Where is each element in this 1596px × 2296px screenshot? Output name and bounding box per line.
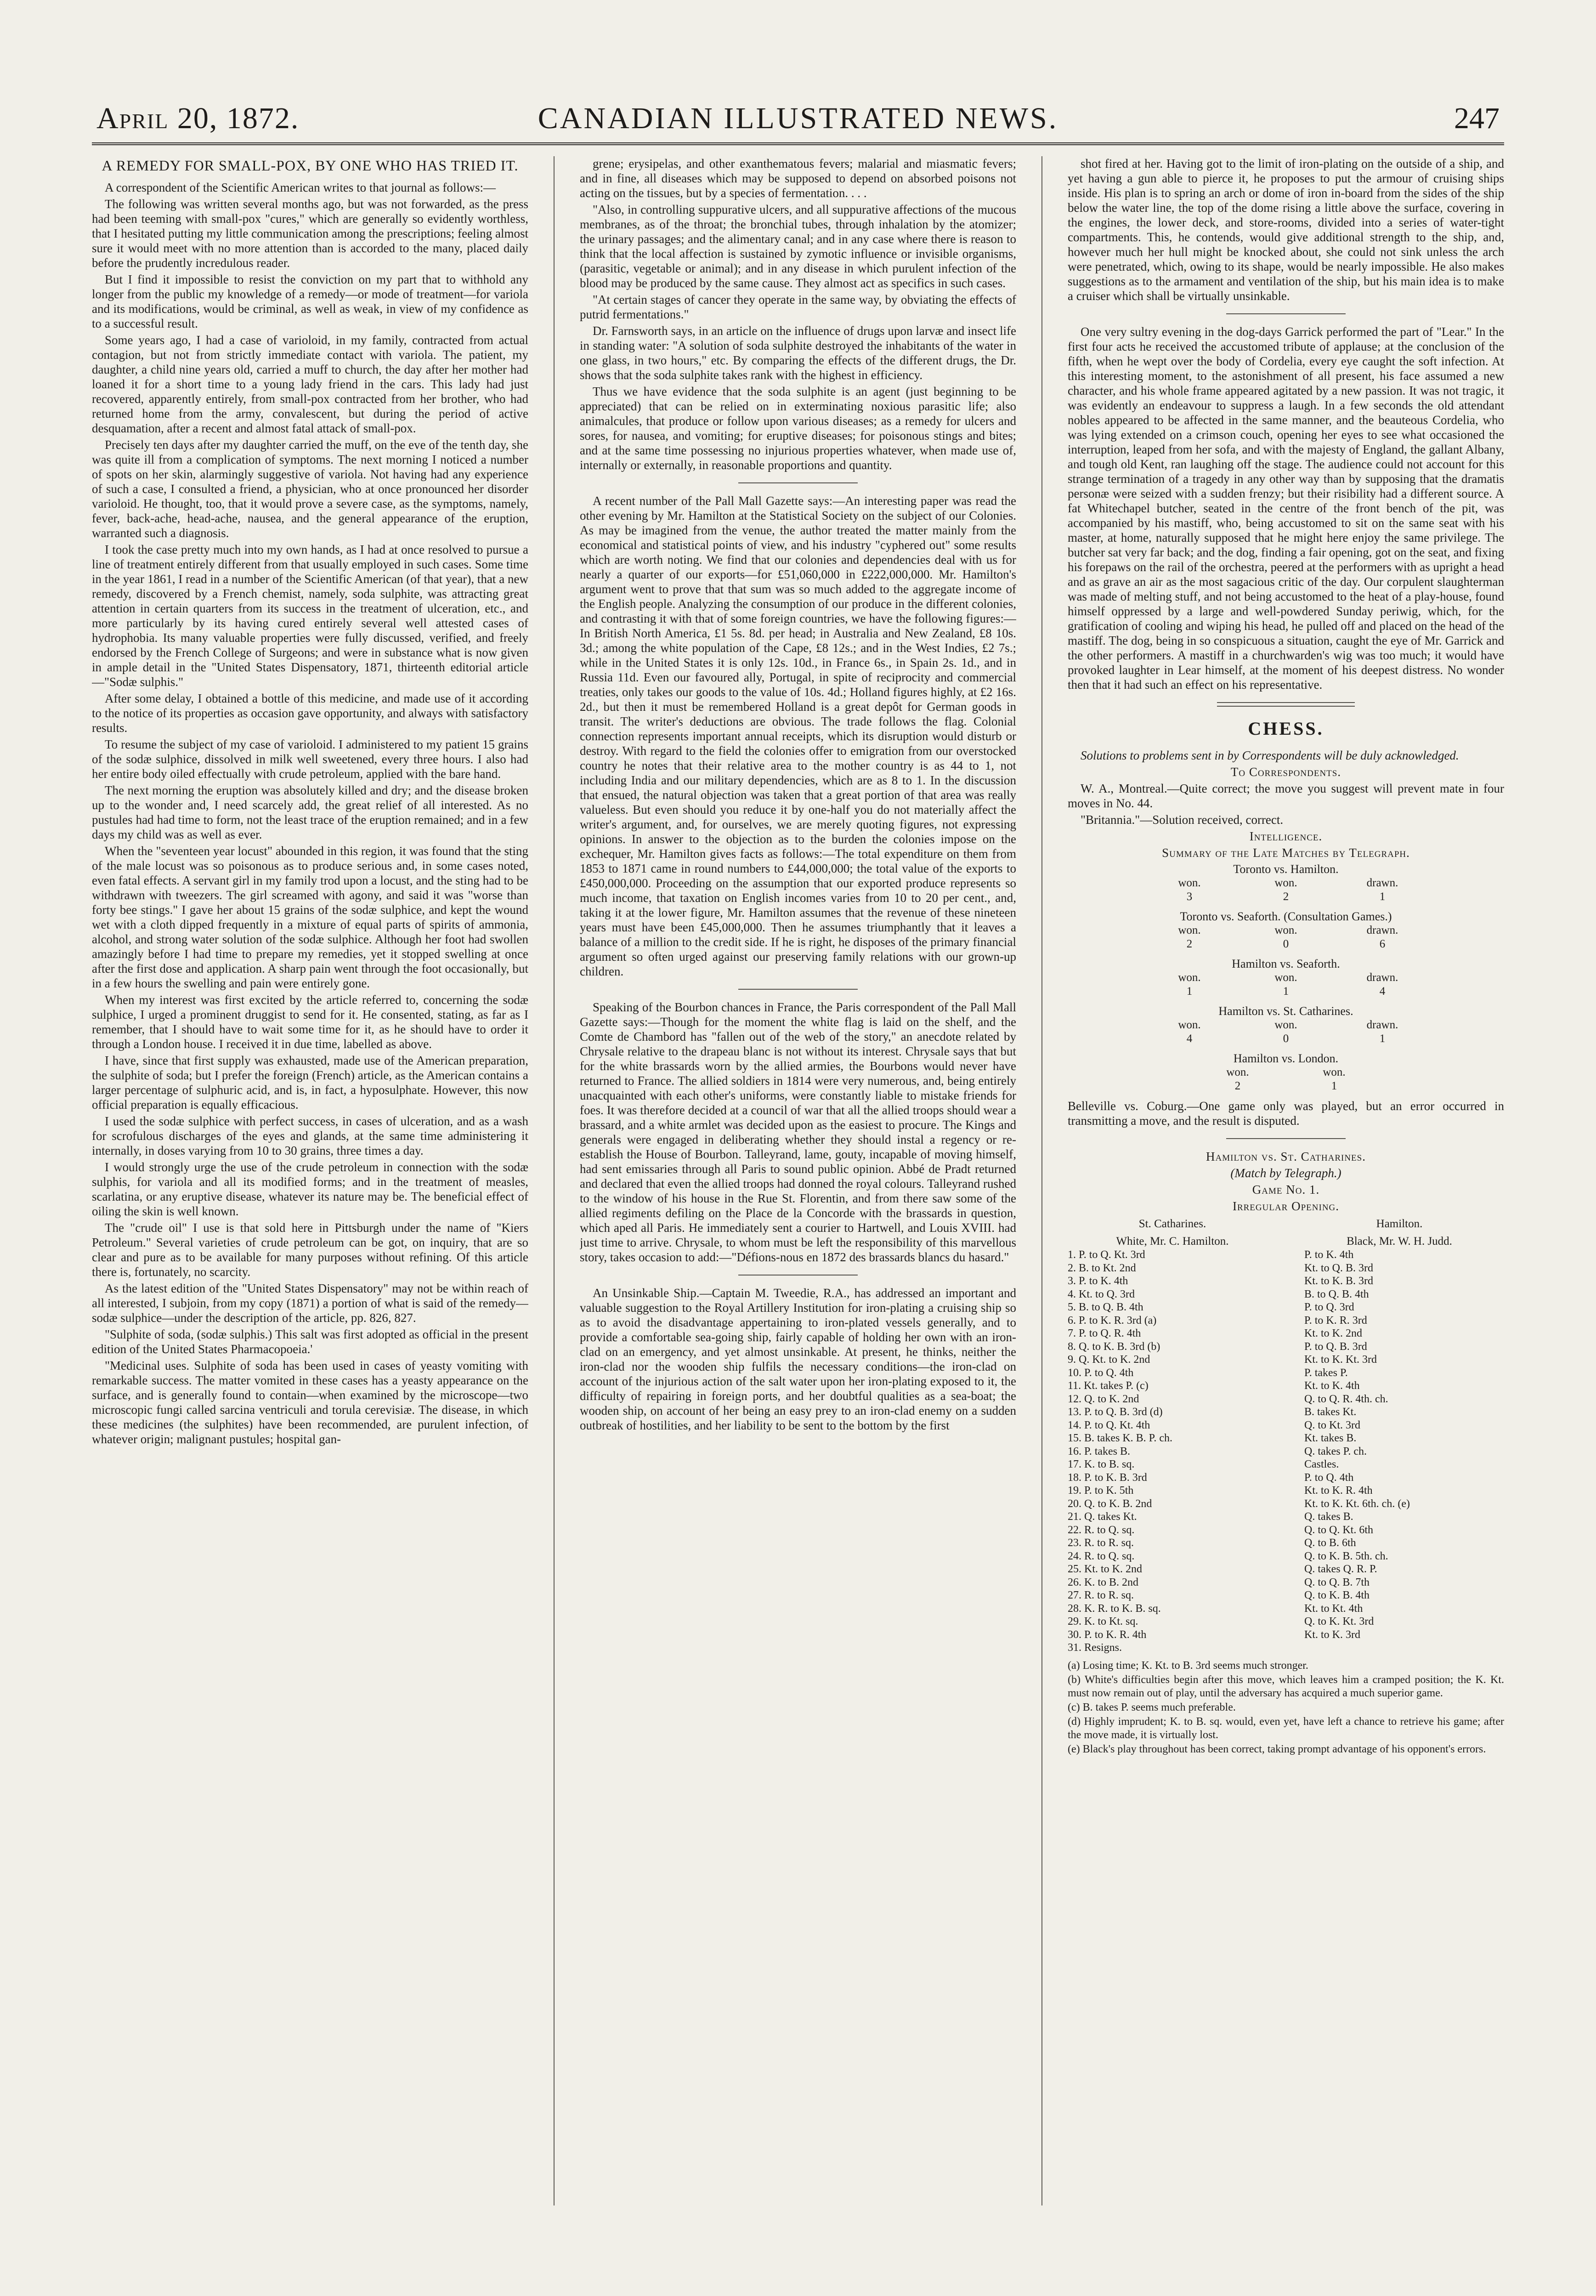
- column-rule: [1041, 156, 1042, 2205]
- paragraph: shot fired at her. Having got to the limit of iron-plating on the outside of a ship, and yet having a gun able to pierce it, he proposes to put the armour of cruising ships inside. His plan is to spring an arch or dome of iron in-board from the sides of the ship below the water line, the top of the dome rising a little above the surface, covering in the engines, the lower deck, and store-rooms, divided into a series of water-tight compartments. This, he contends, would give additional strength to the ship, and, however much her hull might be knocked about, she could not sink unless the arch were penetrated, which, owing to its shape, would be nearly impossible. He also makes suggestions as to the armament and ventilation of the ship, but his main idea is to make a cruiser which shall be virtually unsinkable.: [1068, 157, 1504, 303]
- page-number: 247: [1454, 102, 1500, 135]
- black-move: P. to Q. 4th: [1304, 1471, 1354, 1484]
- white-move: 19. P. to K. 5th: [1068, 1485, 1134, 1497]
- match-scores: [1068, 890, 1504, 904]
- white-move: 30. P. to K. R. 4th: [1068, 1628, 1147, 1641]
- move-row: [1068, 1288, 1504, 1301]
- paragraph: The next morning the eruption was absolutely killed and dry; and the disease broken up to the wonder and, I need scarcely add, the great relief of all interested. As no pustules had had time to form, not the least trace of the eruption remained; and in a few days my child was as well as ever.: [92, 783, 528, 841]
- paragraph: "Also, in controlling suppurative ulcers, and all suppurative affections of the mucous membranes, as of the throat; the bronchial tubes, through inhalation by the atomizer; the urinary passages; and the alimentary canal; and in any case where there is reason to think that the local affection is sustained by zymotic influence or invisible organisms, (parasitic, vegetable or animal); and in any disease in which purulent infection of the blood may be produced by the same cause. They almost act as specifics in such cases.: [580, 203, 1016, 290]
- black-move: Kt. to K. B. 3rd: [1304, 1275, 1373, 1287]
- paragraph: I used the sodæ sulphice with perfect success, in cases of ulceration, and as a wash for scrofulous discharges of the eyes and glands, at the same time administering it internally, in doses varying from 10 to 30 grains, three times a day.: [92, 1114, 528, 1157]
- black-player: Black, Mr. W. H. Judd.: [1347, 1235, 1452, 1247]
- match-label: won.: [1274, 877, 1297, 889]
- match-label: drawn.: [1366, 1019, 1398, 1031]
- match-score: 0: [1283, 938, 1289, 950]
- move-row: [1068, 1432, 1504, 1445]
- paragraph: One very sultry evening in the dog-days Garrick performed the part of "Lear." In the first four acts he received the accustomed tribute of applause; at the conclusion of the fifth, when he wept over the body of Cordelia, every eye caught the soft infection. At this interesting moment, to the astonishment of all present, his face assumed a new character, and his whole frame appeared agitated by a new passion. It was not tragic, it was evidently an endeavour to suppress a laugh. In a few seconds the old attendant nobles appeared to be affected in the same manner, and the beauteous Cordelia, who was lying extended on a crimson couch, opening her eyes to see what occasioned the interruption, leaped from her sofa, and with the majesty of England, the gallant Albany, and tough old Kent, ran laughing off the stage. The audience could not account for this strange termination of a tragedy in any other way than by supposing that the dramatis personæ were seized with a sudden frenzy; but their risibility had a different source. A fat Whitechapel butcher, seated in the centre of the front bench of the pit, was accompanied by his mastiff, who, being accustomed to sit on the same seat with his master, at home, naturally supposed that he might here enjoy the same privilege. The butcher sat very far back; and the dog, finding a fair opening, got on the seat, and fixing his forepaws on the rail of the orchestra, peered at the performers with as upright a head and as grave an air as the most sagacious critic of the day. Our corpulent slaughterman was made of melting stuff, and not being accustomed to the heat of a play-house, found himself oppressed by a large and well-powdered Sunday periwig, which, for the gratification of cooling and wiping his head, he pulled off and placed on the head of the mastiff. The dog, being in so conspicuous a situation, caught the eye of Mr. Garrick and the other performers. A mastiff in a churchwarden's wig was too much; it would have provoked laughter in Lear himself, at the moment of his deepest distress. No wonder then that it had such an effect on his representative.: [1068, 325, 1504, 692]
- match-score: 1: [1186, 985, 1193, 998]
- move-row: [1068, 1576, 1504, 1589]
- match-scores: [1068, 1032, 1504, 1046]
- white-move: 12. Q. to K. 2nd: [1068, 1393, 1139, 1405]
- match-labels: [1068, 876, 1504, 890]
- white-move: 17. K. to B. sq.: [1068, 1458, 1135, 1470]
- black-move: [1286, 1641, 1504, 1655]
- black-move: Q. to K. Kt. 3rd: [1304, 1616, 1374, 1627]
- black-move: Kt. to K. 3rd: [1304, 1628, 1360, 1641]
- article-body: [92, 180, 528, 1446]
- black-move: Kt. to K. Kt. 6th. ch. (e): [1304, 1497, 1410, 1510]
- match-label: won.: [1274, 971, 1297, 984]
- column-2: [580, 156, 1016, 2205]
- footnote: (c) B. takes P. seems much preferable.: [1068, 1701, 1236, 1713]
- section-divider: [1226, 313, 1346, 314]
- black-move: P. to K. R. 3rd: [1304, 1314, 1367, 1327]
- white-city: St. Catharines.: [1138, 1218, 1206, 1230]
- move-row: [1068, 1641, 1504, 1655]
- move-row: [1068, 1366, 1504, 1380]
- move-row: [1068, 1379, 1504, 1393]
- match-label: won.: [1178, 924, 1201, 936]
- paragraph: A recent number of the Pall Mall Gazette says:—An interesting paper was read the other evening by Mr. Hamilton at the Statistical Society on the subject of our Colonies. As may be imagined from the venue, the author treated the matter mainly from the economical and statistical points of view, and his industry "cyphered out" some results which are worth noting. We find that our colonies and dependencies deal with us for nearly a quarter of our exports—for £51,060,000 in £222,000,000. Mr. Hamilton's argument went to prove that that sum was so much added to the aggregate income of the English people. Analyzing the consumption of our produce in the different colonies, and contrasting it with that of some foreign countries, we have the following figures:—In British North America, £1 5s. 8d. per head; in Australia and New Zealand, £8 10s. 3d.; among the white population of the Cape, £8 12s.; and in the West Indies, £2 7s.; while in the United States it is only 12s. 10d., in France 6s., in Spain 2s. 1d., and in Russia 11d. Even our favoured ally, Portugal, in spite of reciprocity and commercial treaties, only takes our goods to the value of 10s. 4d.; Holland figures highly, at £2 16s. 2d., but then it must be remembered Holland is a great depôt for German goods in transit. The writer's deductions are obvious. The trade follows the flag. Colonial connection represents important annual receipts, which its disruption would disturb or destroy. With regard to the field the colonies offer to emigration from our overstocked country he notes that their relative area to the mother country is as 44 to 1, not including India and our military dependencies, which are as 8 to 1. In the discussion that ensued, the natural objection was taken that a great portion of that area was really valueless. But even should you reduce it by one-half you do not materially affect the writer's argument, and, for ourselves, we are merely quoting figures, not expressing opinions. In answer to the objection as to the burden the colonies impose on the exchequer, Mr. Hamilton gives facts as follows:—The total expenditure on them from 1853 to 1871 came in round numbers to £44,000,000; the total value of the exports to £450,000,000. Proceeding on the assumption that our exported produce represents so much income, that taxation on English incomes varies from 10 to 20 per cent., and, taking it at the lower figure, Mr. Hamilton assumes that the revenue of these nineteen years must have been £45,000,000. Then he assumes triumphantly that it leaves a balance of a million to the credit side. If he is right, he disposes of the primary financial argument so often urged against our preserving family relations with our grown-up children.: [580, 494, 1016, 978]
- black-move: Q. takes Q. R. P.: [1304, 1563, 1377, 1575]
- white-move: 22. R. to Q. sq.: [1068, 1524, 1135, 1536]
- move-row: [1068, 1393, 1504, 1406]
- move-row: [1068, 1353, 1504, 1366]
- match-score: 2: [1283, 890, 1289, 903]
- column-1: [92, 156, 528, 2205]
- paragraph: When my interest was first excited by the article referred to, concerning the sodæ sulphice, I urged a prominent druggist to send for it. He consented, stating, as far as I remember, that I should have to wait some time for it, as he should have to order it through a London house. I received it in due time, labelled as above.: [92, 993, 528, 1051]
- black-move: Kt. to Kt. 4th: [1304, 1602, 1363, 1615]
- move-row: [1068, 1524, 1504, 1537]
- match-score: 1: [1283, 985, 1289, 998]
- white-move: 6. P. to K. R. 3rd (a): [1068, 1314, 1157, 1327]
- white-player: White, Mr. C. Hamilton.: [1116, 1235, 1229, 1247]
- black-move: Kt. to K. 2nd: [1304, 1327, 1362, 1339]
- black-move: Castles.: [1304, 1458, 1339, 1470]
- white-move: 20. Q. to K. B. 2nd: [1068, 1497, 1152, 1510]
- match-title: Hamilton vs. London.: [1233, 1052, 1339, 1065]
- match-labels: [1068, 924, 1504, 937]
- move-row: [1068, 1275, 1504, 1288]
- move-row: [1068, 1419, 1504, 1432]
- match-score: 4: [1379, 985, 1386, 998]
- footnote: (d) Highly imprudent; K. to B. sq. would, even yet, have left a chance to retrieve his game; after the move made, it is virtually lost.: [1068, 1715, 1504, 1741]
- belleville-note: Belleville vs. Coburg.—One game only was played, but an error occurred in transmitting a move, and the result is disputed.: [1068, 1099, 1504, 1128]
- game-number: Game No. 1.: [1252, 1183, 1320, 1196]
- black-move: Q. to Q. R. 4th. ch.: [1304, 1393, 1388, 1405]
- correspondents-heading: To Correspondents.: [1230, 765, 1341, 779]
- move-row: [1068, 1340, 1504, 1354]
- match-label: won.: [1178, 1019, 1201, 1031]
- white-move: 1. P. to Q. Kt. 3rd: [1068, 1249, 1145, 1261]
- footnote: (e) Black's play throughout has been correct, taking prompt advantage of his opponent's errors.: [1068, 1743, 1486, 1755]
- article-body: [580, 156, 1016, 472]
- move-row: [1068, 1314, 1504, 1327]
- match-score: 1: [1379, 890, 1386, 903]
- footnote: (a) Losing time; K. Kt. to B. 3rd seems much stronger.: [1068, 1659, 1308, 1672]
- white-move: 3. P. to K. 4th: [1068, 1275, 1128, 1287]
- black-move: Q. takes B.: [1304, 1511, 1353, 1523]
- white-move: 31. Resigns.: [1068, 1642, 1122, 1654]
- white-move: 29. K. to Kt. sq.: [1068, 1616, 1138, 1627]
- paragraph: When the "seventeen year locust" abounded in this region, it was found that the sting of the male locust was so poisonous as to produce serious and, in some cases noted, even fatal effects. A servant girl in my family trod upon a locust, and the sting had to be withdrawn with tweezers. The girl screamed with agony, and said it was "worse than forty bee stings." I gave her about 15 grains of the sodæ sulphice, and kept the wound wet with a cloth dipped frequently in a mixture of equal parts of spirits of ammonia, alcohol, and strong water solution of the sodæ sulphice. Although her foot had swollen amazingly before I had time to prepare my remedies, yet it stopped swelling at once after the first dose and application. A sharp pain went through the foot occasionally, but in a few hours the swelling and pain were entirely gone.: [92, 844, 528, 990]
- white-move: 10. P. to Q. 4th: [1068, 1366, 1134, 1379]
- move-row: [1068, 1484, 1504, 1497]
- black-move: Kt. to K. R. 4th: [1304, 1485, 1373, 1497]
- intelligence-heading: Intelligence.: [1249, 829, 1323, 843]
- match-scores: [1068, 985, 1504, 998]
- match-label: drawn.: [1366, 924, 1398, 936]
- white-move: 15. B. takes K. B. P. ch.: [1068, 1432, 1172, 1444]
- white-move: 13. P. to Q. B. 3rd (d): [1068, 1406, 1163, 1418]
- publication-title: CANADIAN ILLUSTRATED NEWS.: [538, 102, 1058, 135]
- white-move: 9. Q. Kt. to K. 2nd: [1068, 1354, 1150, 1366]
- game-title: Hamilton vs. St. Catharines.: [1206, 1150, 1366, 1163]
- match-scores: [1068, 1079, 1504, 1093]
- match-labels: [1068, 1066, 1504, 1079]
- paragraph: But I find it impossible to resist the conviction on my part that to withhold any longer from the public my knowledge of a remedy—or mode of treatment—for variola and its modifications, would be criminal, as well as weak, in view of my confidence as to a successful result.: [92, 272, 528, 330]
- match-score: 6: [1379, 938, 1386, 950]
- match-score: 1: [1331, 1080, 1337, 1092]
- black-move: Kt. to K. 4th: [1304, 1380, 1360, 1392]
- match-result: [1068, 1004, 1504, 1046]
- paragraph: I took the case pretty much into my own hands, as I had at once resolved to pursue a line of treatment entirely different from that usually employed in such cases. Some time in the year 1861, I read in a number of the Scientific American (of that year), that a new remedy, discovered by a French chemist, namely, soda sulphite, was attracting great attention in certain quarters from its success in the treatment of ulceration, etc., and more particularly by its having cured entirely several well attested cases of hydrophobia. Its many valuable properties were fully discussed, verified, and freely endorsed by the French College of Surgeons; and were in substance what is now given in ample detail in the "United States Dispensatory, 1871, thirteenth editorial article—"Sodæ sulphis.": [92, 543, 528, 689]
- paragraph: Speaking of the Bourbon chances in France, the Paris correspondent of the Pall Mall Gazette says:—Though for the moment the white flag is laid on the shelf, and the Comte de Chambord has "fallen out of the web of the story," an anecdote related by Chrysale relative to the drapeau blanc is not without its interest. Chrysale says that but for the white brassards worn by the allied armies, the Bourbons would never have returned to France. The allied soldiers in 1814 were very numerous, and, being entirely unacquainted with each other's uniforms, were constantly liable to mistake friends for foes. It was therefore decided at a council of war that all the allied troops should wear a brassard, and a white armlet was decided upon as the easiest to procure. The Kings and generals were engaged in deliberating whether they should instal a regency or re-establish the House of Bourbon. Talleyrand, lame, gouty, incapable of moving himself, had sent emissaries through all Paris to sound public opinion. Abbé de Pradt returned and declared that even the allied troops had donned the royal colours. Talleyrand rushed to the window of his house in the Rue St. Florentin, and from there saw some of the allied regiments defiling on the Place de la Concorde with the brassards in question, which aped all Paris. He immediately sent a courier to Hartwell, and Louis XVIII. had just time to arrive. Chrysale, to whom must be left the responsibility of this marvellous story, takes occasion to add:—"Défions-nous en 1872 des brassards blancs du hasard.": [580, 1000, 1016, 1264]
- article-body: [580, 493, 1016, 979]
- move-row: [1068, 1628, 1504, 1642]
- move-row: [1068, 1536, 1504, 1550]
- white-move: 7. P. to Q. R. 4th: [1068, 1327, 1141, 1339]
- match-title: Toronto vs. Seaforth. (Consultation Games.): [1180, 910, 1392, 923]
- move-row: [1068, 1327, 1504, 1340]
- match-results: [1068, 862, 1504, 1093]
- match-score: 1: [1379, 1032, 1386, 1045]
- paragraph: I have, since that first supply was exhausted, made use of the American preparation, the sulphite of soda; but I prefer the foreign (French) article, as the American contains a larger percentage of sulphuric acid, and is, in fact, a hyposulphate. However, this now official preparation is equally efficacious.: [92, 1054, 528, 1111]
- match-score: 2: [1234, 1080, 1241, 1092]
- move-row: [1068, 1248, 1504, 1262]
- article-headline: A REMEDY FOR SMALL-POX, BY ONE WHO HAS TRIED IT.: [102, 157, 519, 174]
- black-move: Kt. to K. Kt. 3rd: [1304, 1354, 1377, 1366]
- move-row: [1068, 1589, 1504, 1602]
- game-subtitle: (Match by Telegraph.): [1230, 1166, 1341, 1180]
- white-move: 23. R. to R. sq.: [1068, 1537, 1134, 1549]
- black-move: B. takes Kt.: [1304, 1406, 1357, 1418]
- match-score: 3: [1186, 890, 1193, 903]
- chess-heading: CHESS.: [1248, 718, 1324, 739]
- move-row: [1068, 1262, 1504, 1275]
- paragraph: Precisely ten days after my daughter carried the muff, on the eve of the tenth day, she was quite ill from a complication of symptoms. The next morning I noticed a number of spots on her skin, alarmingly suggestive of variola. Not having had any experience of such a case, I consulted a friend, a physician, who at once pronounced her disorder varioloid. He thought, too, that it would prove a severe case, as the symptoms, namely, fever, back-ache, head-ache, nausea, and the general appearance of the eruption, warranted such a diagnosis.: [92, 438, 528, 540]
- black-move: Q. takes P. ch.: [1304, 1445, 1367, 1457]
- correspondence-item: "Britannia."—Solution received, correct.: [1081, 813, 1284, 827]
- black-move: Q. to B. 6th: [1304, 1537, 1356, 1549]
- move-row: [1068, 1471, 1504, 1485]
- match-label: drawn.: [1366, 877, 1398, 889]
- paragraph: To resume the subject of my case of varioloid. I administered to my patient 15 grains of the sodæ sulphice, dissolved in milk well sweetened, every three hours. I also had her entire body oiled effectually with crude petroleum, applied with the bare hand.: [92, 737, 528, 781]
- white-move: 26. K. to B. 2nd: [1068, 1576, 1139, 1588]
- players-cities: [1068, 1217, 1504, 1231]
- paragraph: I would strongly urge the use of the crude petroleum in connection with the sodæ sulphis, for variola and all its modified forms; and in the treatment of measles, scarlatina, or any eruptive disease, whatever its nature may be. The beneficial effect of oiling the skin is well known.: [92, 1160, 528, 1218]
- move-row: [1068, 1301, 1504, 1314]
- match-result: [1068, 1051, 1504, 1093]
- match-label: won.: [1178, 971, 1201, 984]
- correspondence-item: W. A., Montreal.—Quite correct; the move you suggest will prevent mate in four moves in No. 44.: [1068, 782, 1504, 810]
- match-title: Hamilton vs. St. Catharines.: [1218, 1004, 1353, 1018]
- match-label: won.: [1226, 1066, 1249, 1078]
- correspondence-list: [1068, 781, 1504, 827]
- paragraph: The following was written several months ago, but was not forwarded, as the press had been teeming with small-pox "cures," which are generally so evidently worthless, that I hesitated putting my little communication among the prescriptions; feeling almost sure it would meet with no more attention than is accorded to the many, placed daily before the prudently incredulous reader.: [92, 197, 528, 270]
- game-footnotes: [1068, 1659, 1504, 1756]
- paragraph: Dr. Farnsworth says, in an article on the influence of drugs upon larvæ and insect life in standing water: "A solution of soda sulphite destroyed the inhabitants of the water in one glass, in two hours," etc. By comparing the effects of the different drugs, the Dr. shows that the soda sulphite takes rank with the highest in efficiency.: [580, 324, 1016, 382]
- move-row: [1068, 1550, 1504, 1563]
- white-move: 8. Q. to K. B. 3rd (b): [1068, 1340, 1160, 1353]
- move-row: [1068, 1406, 1504, 1419]
- masthead: [92, 92, 1504, 145]
- paragraph: An Unsinkable Ship.—Captain M. Tweedie, R.A., has addressed an important and valuable suggestion to the Royal Artillery Institution for iron-plating a cruising ship so as to avoid the disadvantage appertaining to iron-plated vessels generally, and to provide a comfortable sea-going ship, fairly capable of holding her own with an iron-clad on an emergency, and yet almost unsinkable. At present, he thinks, neither the iron-clad nor the wooden ship fulfils the necessary conditions—the iron-clad on account of the injurious action of the salt water upon her iron-plating exposed to it, the difficulty of repairing in foreign ports, and her doubtful qualities as a sea-boat; the wooden ship, on account of her being an easy prey to an iron-clad enemy on a sudden outbreak of hostilities, and her liability to be sent to the bottom by the first: [580, 1286, 1016, 1432]
- match-label: drawn.: [1366, 971, 1398, 984]
- move-row: [1068, 1563, 1504, 1576]
- white-move: 28. K. R. to K. B. sq.: [1068, 1602, 1161, 1615]
- match-labels: [1068, 971, 1504, 985]
- black-move: P. to Q. B. 3rd: [1304, 1340, 1367, 1353]
- move-row: [1068, 1497, 1504, 1511]
- section-divider: [1226, 1138, 1346, 1139]
- match-result: [1068, 909, 1504, 951]
- column-3: [1068, 156, 1504, 2205]
- section-divider: [738, 989, 858, 990]
- paragraph: "At certain stages of cancer they operate in the same way, by obviating the effects of putrid fermentations.": [580, 293, 1016, 321]
- move-row: [1068, 1602, 1504, 1616]
- article-body: [580, 1286, 1016, 1433]
- issue-date: April 20, 1872.: [96, 102, 300, 135]
- black-move: Q. to K. B. 4th: [1304, 1589, 1370, 1601]
- paragraph: Thus we have evidence that the soda sulphite is an agent (just beginning to be appreciated) that can be relied on in exterminating noxious parasitic life; also animalcules, that produce or follow upon various diseases; as a remedy for ulcers and sores, for nausea, and vomiting; for eruptive diseases; for poisonous stings and bites; and at the same time possessing no injurious properties whatever, when made use of, internally or externally, in reasonable proportions and quantity.: [580, 385, 1016, 472]
- white-move: 21. Q. takes Kt.: [1068, 1511, 1137, 1523]
- white-move: 2. B. to Kt. 2nd: [1068, 1262, 1136, 1274]
- match-label: won.: [1323, 1066, 1346, 1078]
- paragraph: grene; erysipelas, and other exanthematous fevers; malarial and miasmatic fevers; and in fine, all diseases which may be supposed to depend on absorbed poisons not acting on the tissues, but by a species of fermentation. . . .: [580, 157, 1016, 200]
- game-moves: [1068, 1248, 1504, 1655]
- white-move: 27. R. to R. sq.: [1068, 1589, 1134, 1601]
- paragraph: After some delay, I obtained a bottle of this medicine, and made use of it according to the notice of its properties as occasion gave opportunity, and always with satisfactory results.: [92, 692, 528, 735]
- article-body: [1068, 156, 1504, 303]
- white-move: 25. Kt. to K. 2nd: [1068, 1563, 1142, 1575]
- match-score: 2: [1186, 938, 1193, 950]
- column-rule: [554, 156, 555, 2205]
- black-move: Q. to Kt. 3rd: [1304, 1419, 1360, 1431]
- match-score: 4: [1186, 1032, 1193, 1045]
- match-scores: [1068, 937, 1504, 951]
- paragraph: A correspondent of the Scientific American writes to that journal as follows:—: [105, 181, 496, 194]
- black-city: Hamilton.: [1376, 1218, 1423, 1230]
- match-label: won.: [1178, 877, 1201, 889]
- match-label: won.: [1274, 924, 1297, 936]
- black-move: P. to K. 4th: [1304, 1249, 1354, 1261]
- paragraph: "Sulphite of soda, (sodæ sulphis.) This salt was first adopted as official in the present edition of the United States Pharmacopoeia.': [92, 1327, 528, 1356]
- move-row: [1068, 1615, 1504, 1628]
- black-move: Q. to Q. Kt. 6th: [1304, 1524, 1373, 1536]
- match-result: [1068, 957, 1504, 998]
- match-title: Hamilton vs. Seaforth.: [1232, 957, 1340, 970]
- black-move: P. to Q. 3rd: [1304, 1301, 1354, 1313]
- black-move: Kt. to Q. B. 3rd: [1304, 1262, 1373, 1274]
- match-labels: [1068, 1018, 1504, 1032]
- paragraph: Some years ago, I had a case of varioloid, in my family, contracted from actual contagion, but not from strictly immediate contact with variola. The patient, my daughter, a child nine years old, carried a muff to church, the day after her mother had loaned it for a short time to a young lady friend in the cars. This lady had just recovered, apparently entirely, from small-pox contracted from her brother, who had returned home from the army, convalescent, but during the period of active desquamation, after a recent and almost fatal attack of small-pox.: [92, 333, 528, 435]
- match-label: won.: [1274, 1019, 1297, 1031]
- move-row: [1068, 1445, 1504, 1458]
- match-title: Toronto vs. Hamilton.: [1233, 862, 1339, 876]
- section-divider: [738, 482, 858, 483]
- black-move: Q. to K. B. 5th. ch.: [1304, 1550, 1388, 1562]
- match-result: [1068, 862, 1504, 904]
- article-body: [580, 1000, 1016, 1264]
- white-move: 4. Kt. to Q. 3rd: [1068, 1288, 1135, 1300]
- black-move: P. takes P.: [1304, 1366, 1348, 1379]
- white-move: 11. Kt. takes P. (c): [1068, 1380, 1149, 1392]
- paragraph: As the latest edition of the "United States Dispensatory" may not be within reach of all interested, I subjoin, from my copy (1871) a portion of what is said of the remedy—sodæ sulphice—under the description of the article, pp. 826, 827.: [92, 1281, 528, 1325]
- paragraph: The "crude oil" I use is that sold here in Pittsburgh under the name of "Kiers Petroleum." Several varieties of crude petroleum can be got, on inquiry, that are so clear and pure as to be available for many purposes without refining. Of this article there is, fortunately, no scarcity.: [92, 1221, 528, 1279]
- footnote: (b) White's difficulties begin after this move, which leaves him a cramped position; the K. Kt. must now remain out of play, until the adversary has acquired a much superior game.: [1068, 1673, 1504, 1699]
- match-score: 0: [1283, 1032, 1289, 1045]
- black-move: Q. to Q. B. 7th: [1304, 1576, 1370, 1588]
- section-divider: [738, 1275, 858, 1276]
- white-move: 14. P. to Q. Kt. 4th: [1068, 1419, 1150, 1431]
- summary-heading: Summary of the Late Matches by Telegraph.: [1162, 846, 1410, 860]
- section-divider: [1217, 702, 1355, 707]
- article-body: [1068, 324, 1504, 692]
- move-row: [1068, 1510, 1504, 1524]
- black-move: B. to Q. B. 4th: [1304, 1288, 1369, 1300]
- paragraph: "Medicinal uses. Sulphite of soda has been used in cases of yeasty vomiting with remarkable success. The matter vomited in these cases has a yeasty appearance on the surface, and is generally found to contain—when examined by the microscope—two microscopic fungi called sarcina ventriculi and torula cerevisiæ. The disease, in which these medicines (the sulphites) have been recommended, are purulent infection, of whatever origin; malignant pustules; hospital gan-: [92, 1359, 528, 1446]
- chess-section: [1068, 717, 1504, 1756]
- chess-notice: Solutions to problems sent in by Correspondents will be duly acknowledged.: [1081, 748, 1459, 762]
- white-move: 18. P. to K. B. 3rd: [1068, 1471, 1147, 1484]
- white-move: 5. B. to Q. B. 4th: [1068, 1301, 1143, 1313]
- opening-name: Irregular Opening.: [1232, 1199, 1340, 1213]
- white-move: 24. R. to Q. sq.: [1068, 1550, 1135, 1562]
- black-move: Kt. takes B.: [1304, 1432, 1357, 1444]
- move-row: [1068, 1458, 1504, 1471]
- players-names: [1068, 1235, 1504, 1248]
- white-move: 16. P. takes B.: [1068, 1445, 1131, 1457]
